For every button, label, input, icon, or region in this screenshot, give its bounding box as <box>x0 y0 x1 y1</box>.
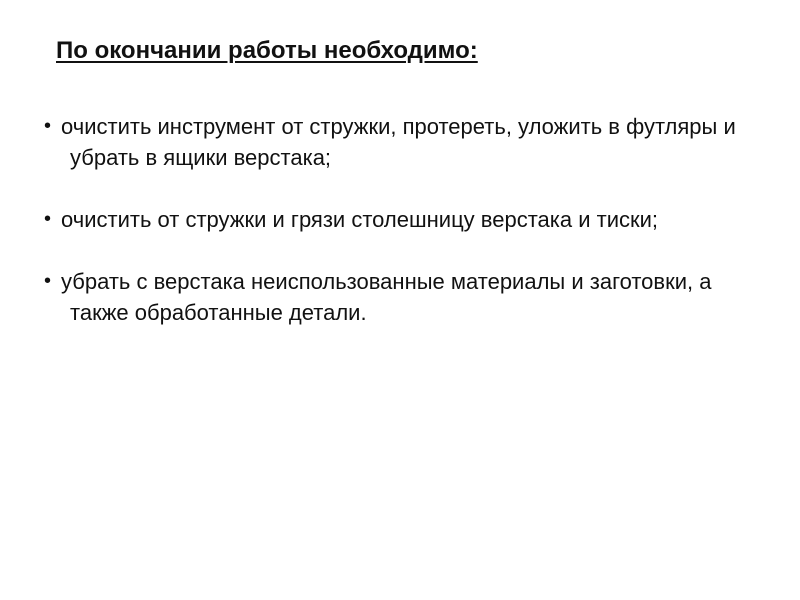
slide-title: По окончании работы необходимо: <box>56 37 478 64</box>
list-item <box>44 204 774 235</box>
list-item-text: очистить от стружки и грязи столешницу верстака и тиски; <box>61 207 659 232</box>
bullet-list <box>44 111 774 359</box>
list-item-text: очистить инструмент от стружки, протереть, уложить в футляры и убрать в ящики верстака; <box>61 114 736 170</box>
bullet-dot-icon: • <box>44 208 52 230</box>
list-item <box>44 111 774 173</box>
bullet-dot-icon: • <box>44 270 52 292</box>
list-item-text: убрать с верстака неиспользованные материалы и заготовки, а также обработанные детали. <box>61 269 712 325</box>
list-item <box>44 266 774 328</box>
bullet-dot-icon: • <box>44 115 52 137</box>
